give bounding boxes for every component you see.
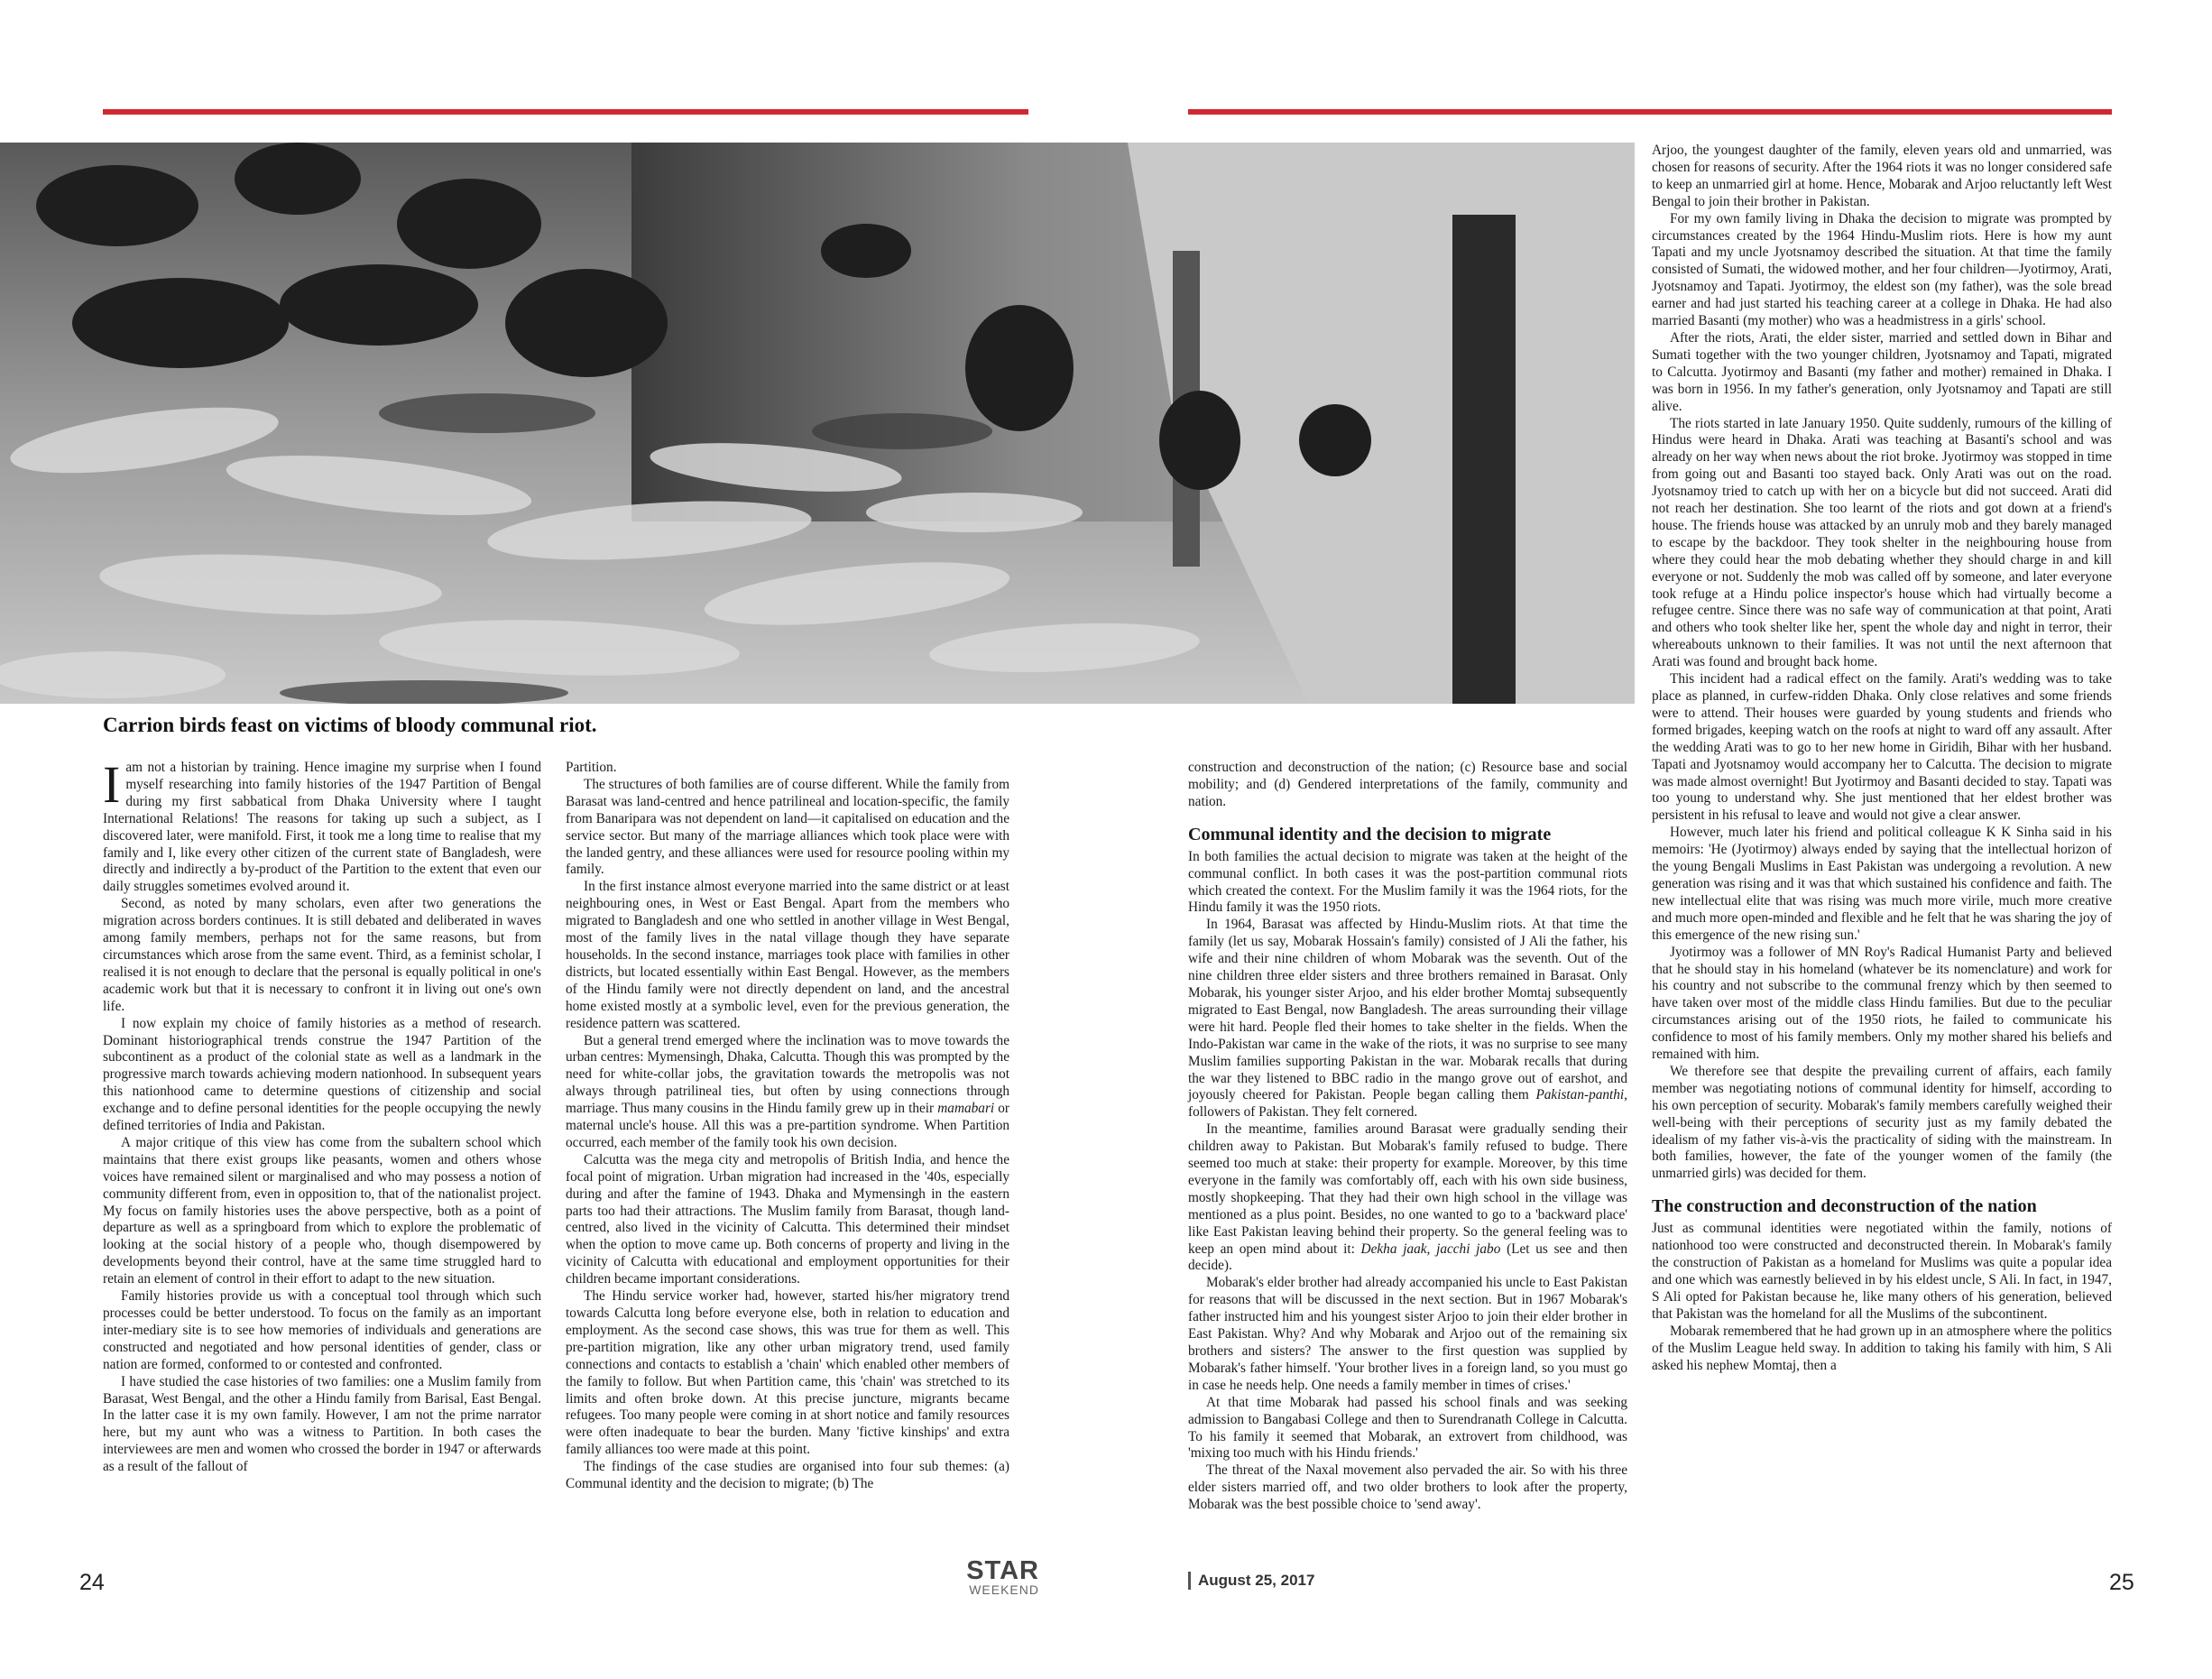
page-number-left: 24	[79, 1570, 105, 1595]
top-rule-left	[103, 109, 1028, 115]
paragraph: In the meantime, families around Barasat were gradually sending their children away to Pakistan. But Mobarak's family refused to budge. There seemed too much at stake: their property for example. Moreover, by this time everyone in the family was comfortably off, each with his own side business, mostly shopkeeping. That they had their own high school in the village was mentioned as a plus point. Besides, no one wanted to go to a 'backward place' like East Pakistan leaving behind their property. So the general feeling was to keep an open mind about it: Dekha jaak, jacchi jabo (Let us see and then decide).	[1188, 1121, 1627, 1274]
paragraph: But a general trend emerged where the inclination was to move towards the urban centres: Mymensingh, Dhaka, Calcutta. Though this was prompted by the need for white-collar jobs, the gravitation towards the metropolis was not always through patrilineal ties, but often by using connections through marriage. Thus many cousins in the Hindu family grew up in their mamabari or maternal uncle's house. All this was a pre-partition syndrome. When Partition occurred, each member of the family took his own decision.	[566, 1032, 1009, 1150]
paragraph: In 1964, Barasat was affected by Hindu-Muslim riots. At that time the family (let us say, Mobarak Hossain's family) consisted of J Ali the father, his wife and their nine children of whom Mobarak was the seventh. Out of the nine children three elder sisters and three brothers remained in Barasat. Only Mobarak, his younger sister Arjoo, and his elder brother Momtaj subsequently migrated to East Bengal, now Bangladesh. The areas surrounding their village were hit hard. People fled their homes to take shelter in the fields. When the Indo-Pakistan war came in the wake of the riots, it was no surprise to see many Muslim families supporting Pakistan in the war. Mobarak recalls that during the war they listened to BBC radio in the mango grove out of earshot, and joyously cheered for Pakistan. People began calling them Pakistan-panthi, followers of Pakistan. They felt cornered.	[1188, 917, 1627, 1121]
paragraph: The Hindu service worker had, however, started his/her migratory trend towards Calcutta long before everyone else, both in relation to education and employment. As the second case shows, this was true for them as well. This pre-partition migration, like any other urban migratory trend, used family connections and contacts to establish a 'chain' which enabled other members of the family to follow. But when Partition came, this 'chain' was stretched to its limits and often broke down. At this precise juncture, migrants became refugees. Too many people were coming in at short notice and family resources were often inadequate to bear the burden. Many 'fictive kinships' and extra family alliances too were made at this point.	[566, 1288, 1009, 1458]
photo-caption: Carrion birds feast on victims of bloody communal riot.	[103, 714, 597, 736]
paragraph: The findings of the case studies are organised into four sub themes: (a) Communal identity and the decision to migrate; (b) The	[566, 1459, 1009, 1492]
paragraph: At that time Mobarak had passed his school finals and was seeking admission to Bangabasi College and then to Surendranath College in Calcutta. To his family it seemed that Mobarak, an extrovert from childhood, was 'mixing too much with his Hindu friends.'	[1188, 1394, 1627, 1462]
paragraph: We therefore see that despite the prevailing current of affairs, each family member was negotiating notions of communal identity for himself, according to his own perception of security. Mobarak's family members carefully weighed their well-being with their perceptions of security just as my family debated the idealism of my father vis-à-vis the practicality of siding with the mainstream. In both families, however, the fate of the younger women of the family (the unmarried girls) was decided for them.	[1652, 1063, 2112, 1182]
paragraph: The structures of both families are of course different. While the family from Barasat was land-centred and hence patrilineal and location-specific, the family from Banaripara was not dependent on land—it capitalised on education and the service sector. But many of the marriage alliances which took place were with the landed gentry, and these alliances were used for resource pooling within my family.	[566, 776, 1009, 878]
issue-date: August 25, 2017	[1188, 1572, 1314, 1590]
paragraph: construction and deconstruction of the nation; (c) Resource base and social mobility; and (d) Gendered interpretations of the family, community and nation.	[1188, 760, 1627, 809]
article-column-2	[566, 760, 1009, 1493]
paragraph: The riots started in late January 1950. Quite suddenly, rumours of the killing of Hindus were heard in Dhaka. Arati was teaching at Basanti's school and was already on her way when news about the riot broke. Jyotirmoy was stopped in time from going out and Basanti too stayed back. Only Arati was out on the road. Jyotsnamoy tried to catch up with her on a bicycle but did not succeed. Arati did not reach her destination. She too learnt of the riots and got down at a friend's house. The friends house was attacked by an unruly mob and they barely managed to escape by the backdoor. They took shelter in the neighbouring house from where they could hear the mob debating whether they should charge in and kill everyone or not. Suddenly the mob was called off by someone, and later everyone took refuge at a Hindu police inspector's house which had virtually become a refugee centre. Since there was no safe way of communication at that point, Arati and others who took shelter like her, spent the whole day and night in terror, their whereabouts unknown to their families. It was not until the next afternoon that Arati was found and brought back home.	[1652, 415, 2112, 670]
intro-paragraph: Iam not a historian by training. Hence imagine my surprise when I found myself researching into family histories of the 1947 Partition of Bengal during my first sabbatical from Dhaka University where I taught International Relations! The reasons for taking up such a subject, as I discovered later, were manifold. First, it took me a long time to realise that my family and I, like every other citizen of the current state of Bangladesh, were directly and indirectly a by-product of the Partition to the extent that even our daily struggles sometimes evolved around it.	[103, 755, 541, 895]
paragraph: The threat of the Naxal movement also pervaded the air. So with his three elder sisters married off, and two older brothers to look after the property, Mobarak was the best possible choice to 'send away'.	[1188, 1462, 1627, 1513]
paragraph: Family histories provide us with a conceptual tool through which such processes could be better understood. To focus on the family as an important inter-mediary site is to see how memories of individuals and generations are constructed and negotiated and how personal identities of gender, class or nation are formed, conformed to or contested and confronted.	[103, 1288, 541, 1372]
paragraph: However, much later his friend and political colleague K K Sinha said in his memoirs: 'He (Jyotirmoy) always ended by saying that the intellectual horizon of the young Bengali Muslims in East Pakistan was undergoing a revolution. A new generation was rising and it was that which sustained his confidence and faith. The new intellectual elite that was rising was much more virile, much more creative and much more open-minded and flexible and he felt that he was sharing the joy of this emergence of the new rising sun.'	[1652, 825, 2112, 943]
paragraph: After the riots, Arati, the elder sister, married and settled down in Bihar and Sumati together with the two younger children, Jyotsnamoy and Tapati, migrated to Calcutta. Jyotirmoy and Basanti (my father and mother) remained in Dhaka. I was born in 1956. In my father's generation, only Jyotsnamoy and Tapati are still alive.	[1652, 329, 2112, 414]
riot-photo	[0, 143, 1635, 704]
paragraph: In both families the actual decision to migrate was taken at the height of the communal conflict. In both cases it was the post-partition communal riots which created the context. For the Muslim family it was the 1964 riots, for the Hindu family it was the 1950 riots.	[1188, 848, 1627, 916]
logo-weekend-text: WEEKEND	[969, 1582, 1039, 1597]
star-weekend-logo	[958, 1558, 1039, 1596]
paragraph: This incident had a radical effect on the family. Arati's wedding was to take place as planned, in curfew-ridden Dhaka. Only close relatives and some friends were to attend. Their houses were guarded by young students and friends who formed brigades, keeping watch on the roofs at night to ward off any assault. After the wedding Arati was to go to her new home in Giridih, Bihar with her husband. Tapati and Jyotsnamoy would accompany her to Calcutta. The decision to migrate was made almost overnight! But Jyotirmoy and Basanti decided to stay. Tapati was too young to understand why. She just mentioned that her eldest brother was persistent in his refusal to leave and would not give a clear answer.	[1652, 671, 2112, 824]
paragraph: Arjoo, the youngest daughter of the family, eleven years old and unmarried, was chosen for reasons of security. After the 1964 riots it was no longer considered safe to keep an unmarried girl at home. Hence, Mobarak and Arjoo reluctantly left West Bengal to join their brother in Pakistan.	[1652, 143, 2112, 209]
section-heading: The construction and deconstruction of the nation	[1652, 1196, 2037, 1217]
paragraph: Second, as noted by many scholars, even after two generations the migration across borders continues. It is still debated and deliberated in waves among family members, perhaps not for the same reasons, but from circumstances which arose from the same event. Third, as a feminist scholar, I realised it is not enough to declare that the personal is equally political in one's academic work but that it is necessary to confront it in living out one's own life.	[103, 896, 541, 1014]
paragraph: For my own family living in Dhaka the decision to migrate was prompted by circumstances created by the 1964 Hindu-Muslim riots. Here is how my aunt Tapati and my uncle Jyotsnamoy described the situation. At that time the family consisted of Sumati, the widowed mother, and her four children—Jyotirmoy, Arati, Jyotsnamoy and Tapati. Jyotirmoy, the eldest son (my father), was the sole bread earner and had just started his teaching career at a college in Dhaka. He had also married Basanti (my mother) who was a headmistress in a girls' school.	[1652, 210, 2112, 329]
paragraph: Mobarak's elder brother had already accompanied his uncle to East Pakistan for reasons that will be discussed in the next section. But in 1967 Mobarak's father instructed him and his youngest sister Arjoo to join their elder brother in East Pakistan. Why? And why Mobarak and Arjoo out of the remaining six brothers and sisters? The answer to the first question was supplied by Mobarak's father himself. 'Your brother lives in a foreign land, so you must go in case he needs help. One needs a family member in times of crises.'	[1188, 1275, 1627, 1393]
section-heading: Communal identity and the decision to migrate	[1188, 824, 1552, 844]
paragraph: I have studied the case histories of two families: one a Muslim family from Barasat, West Bengal, and the other a Hindu family from Barisal, East Bengal. In the latter case it is my own family. However, I am not the prime narrator here, but my aunt who was a witness to Partition. In both cases the interviewees are men and women who crossed the border in 1947 or afterwards as a result of the fallout of	[103, 1373, 541, 1475]
paragraph: Mobarak remembered that he had grown up in an atmosphere where the politics of the Muslim League held sway. In addition to taking his family with him, S Ali asked his nephew Momtaj, then a	[1652, 1323, 2112, 1373]
paragraph: Just as communal identities were negotiated within the family, notions of nationhood too were constructed and deconstructed therein. In Mobarak's family the construction of Pakistan as a homeland for Muslims was quite a popular idea and one which was earnestly believed in by his eldest uncle, S Ali. In fact, in 1947, S Ali opted for Pakistan because he, like many others of his generation, believed that Pakistan was the homeland for all the Muslims of the subcontinent.	[1652, 1221, 2112, 1322]
drop-cap: I	[103, 755, 121, 814]
article-column-4	[1652, 143, 2112, 1374]
page-number-right: 25	[2109, 1570, 2134, 1595]
paragraph: A major critique of this view has come from the subaltern school which maintains that there exist groups like peasants, women and others whose voices have remained silent or marginalised and who may possess a notion of community different from, even in opposition to, that of the nationalist project. My focus on family histories uses the above perspective, both as a point of departure as well as a springboard from which to explore the problematic of looking at the social history of a people who, though disempowered by developments beyond their control, have at the same time struggled hard to retain an element of control in their effort to adapt to the new situation.	[103, 1134, 541, 1287]
paragraph: Calcutta was the mega city and metropolis of British India, and hence the focal point of migration. Urban migration had increased in the '40s, especially during and after the famine of 1943. Dhaka and Mymensingh in the eastern parts too had their attractions. The Muslim family from Barasat, though land-centred, also lived in the vicinity of Calcutta. This determined their mindset when the option to move came up. Both concerns of property and living in the vicinity of Calcutta with educational and employment opportunities for their children became important considerations.	[566, 1151, 1009, 1287]
paragraph: Jyotirmoy was a follower of MN Roy's Radical Humanist Party and believed that he should stay in his homeland (whatever be its nomenclature) and work for his country and not subscribe to the communal frenzy which by then seemed to have taken over most of the middle class Hindu families. But due to the peculiar circumstances arising out of the 1950 riots, he failed to communicate his confidence to most of his family members. Only my mother shared his beliefs and remained with him.	[1652, 944, 2112, 1063]
article-column-3	[1188, 760, 1627, 1514]
paragraph: In the first instance almost everyone married into the same district or at least neighbouring ones, in West or East Bengal. Apart from the members who migrated to Bangladesh and one who settled in another village in West Bengal, most of the family lives in the natal village though they have separate households. In the second instance, marriages took place with families in other districts, but located essentially within East Bengal. However, as the members of the Hindu family were not directly dependent on land, and the ancestral home existed mostly at a symbolic level, even for the previous generation, the residence pattern was scattered.	[566, 879, 1009, 1031]
logo-star-text: STAR	[966, 1556, 1039, 1585]
top-rule-right	[1188, 109, 2112, 115]
paragraph: I now explain my choice of family histories as a method of research. Dominant historiographical trends construe the 1947 Partition of the subcontinent as a product of the colonial state as well as a landmark in the progressive march towards achieving modern nationhood. In subsequent years this nationhood came to determine questions of citizenship and social exchange and to define personal identities for the people occupying the newly defined territories of India and Pakistan.	[103, 1015, 541, 1134]
article-column-1	[103, 755, 541, 1476]
paragraph: Partition.	[566, 760, 617, 775]
